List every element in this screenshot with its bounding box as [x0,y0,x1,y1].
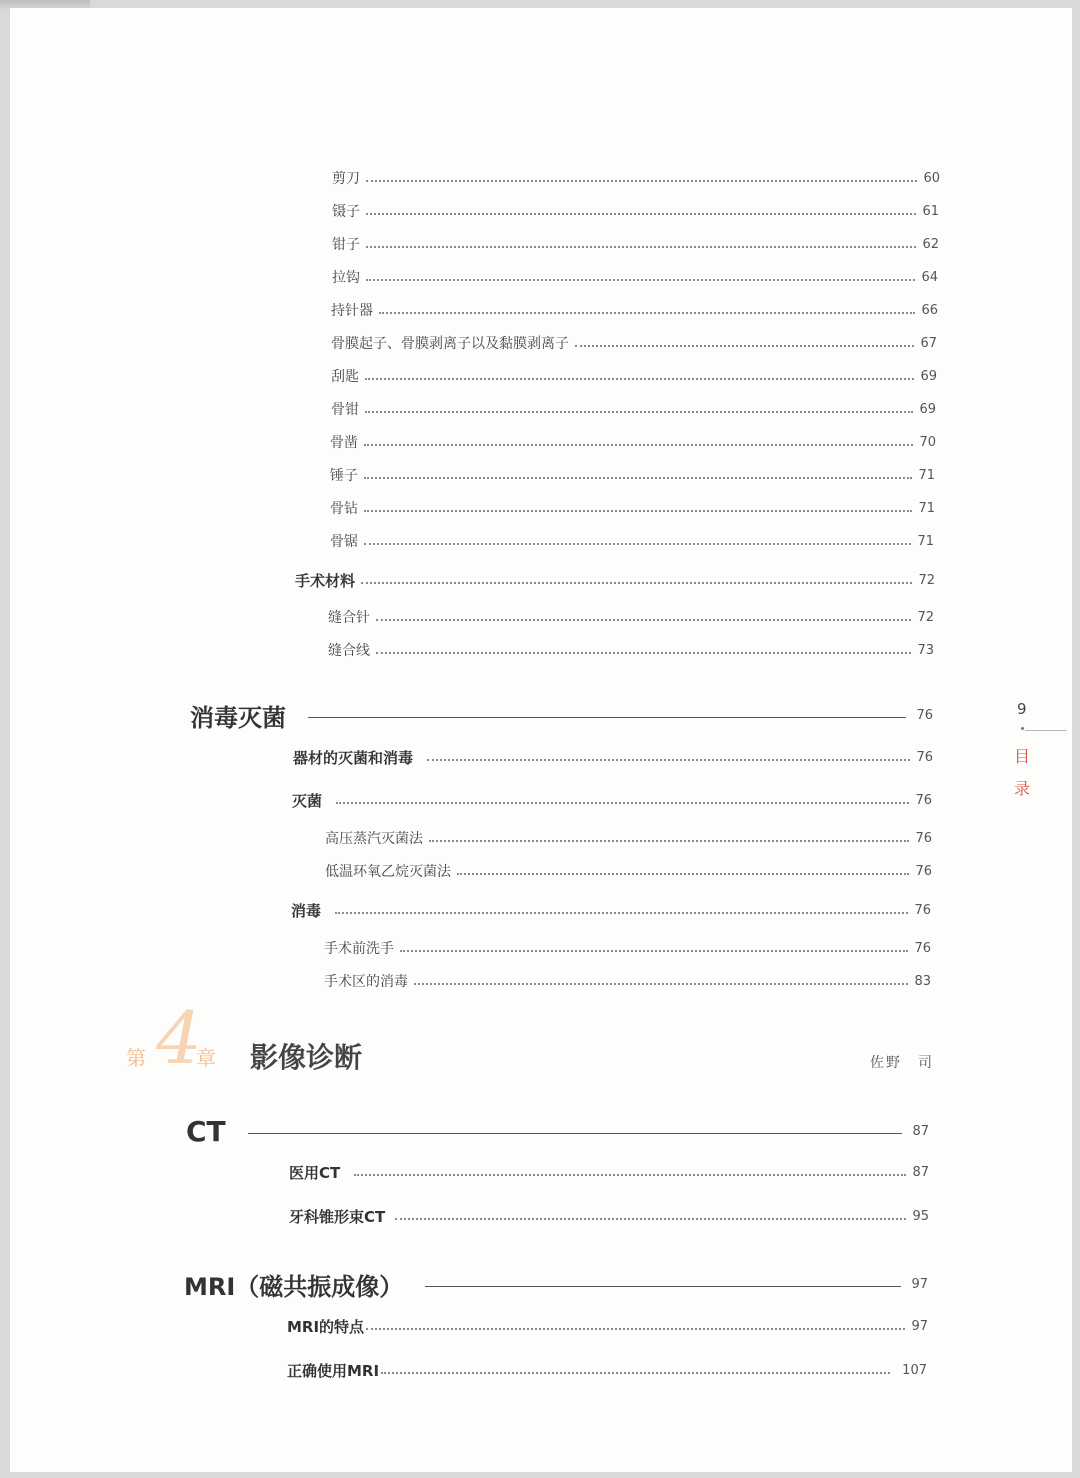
toc-page-number: 66 [921,302,938,318]
dot-leader [336,802,909,804]
toc-entry-label: 锤子 [330,468,358,484]
toc-entry[interactable] [332,232,939,256]
toc-entry[interactable] [289,1204,929,1228]
toc-page-number: 76 [914,902,931,918]
dot-leader [376,652,911,654]
toc-page-number: 72 [918,572,935,588]
toc-page-number: 97 [911,1276,928,1292]
chapter-author: 佐野 司 [870,1055,934,1071]
dot-leader [335,912,908,914]
toc-entry[interactable] [325,859,932,883]
toc-page-number: 87 [912,1123,929,1139]
toc-entry[interactable] [291,898,931,922]
side-rule [1025,730,1067,731]
toc-section-label: 消毒灭菌 [190,703,286,732]
dot-leader [365,411,913,413]
toc-entry[interactable] [287,1358,927,1382]
toc-entry-label: 牙科锥形束CT [289,1207,386,1226]
toc-page-number: 69 [920,368,937,384]
toc-entry-label: 持针器 [331,303,373,319]
dot-leader [457,873,909,875]
toc-entry-label: 低温环氧乙烷灭菌法 [325,864,451,880]
toc-entry[interactable] [331,298,938,322]
toc-entry[interactable] [330,496,935,520]
toc-entry[interactable] [289,1160,929,1184]
chapter-number: 4 [156,996,202,1080]
toc-entry[interactable] [330,463,935,487]
toc-entry[interactable] [332,199,939,223]
toc-page-number: 76 [916,707,933,723]
toc-page-number: 87 [912,1164,929,1180]
dot-leader [366,1328,905,1330]
dot-leader [366,246,916,248]
dot-leader [379,312,915,314]
dot-leader [376,619,911,621]
toc-entry[interactable] [293,745,933,769]
dot-leader [366,180,917,182]
toc-page-number: 70 [919,434,936,450]
dot-leader [395,1218,906,1220]
toc-entry[interactable] [328,638,934,662]
toc-entry-label: 骨膜起子、骨膜剥离子以及黏膜剥离子 [331,336,569,352]
toc-page-number: 76 [915,792,932,808]
section-rule [425,1286,901,1287]
toc-entry-label: 器材的灭菌和消毒 [293,748,414,767]
toc-page-number: 72 [917,609,934,625]
toc-entry-label: 手术材料 [295,571,356,590]
toc-section[interactable] [184,1268,928,1300]
toc-page-number: 71 [918,500,935,516]
toc-entry[interactable] [324,969,931,993]
toc-entry-label: 灭菌 [292,791,323,810]
toc-entry[interactable] [328,605,934,629]
side-marker-dot [1021,727,1024,730]
dot-leader [366,279,915,281]
toc-page-number: 62 [922,236,939,252]
toc-entry[interactable] [330,430,936,454]
dot-leader [381,1372,890,1374]
toc-entry[interactable] [332,265,938,289]
toc-section[interactable] [190,700,933,730]
dot-leader [364,477,912,479]
toc-section-label: MRI（磁共振成像） [184,1272,404,1301]
toc-entry-label: 手术区的消毒 [324,974,408,990]
toc-page-number: 69 [919,401,936,417]
toc-entry-label: 刮匙 [331,369,359,385]
toc-page-number: 95 [912,1208,929,1224]
toc-entry-label: 骨凿 [330,435,358,451]
toc-entry[interactable] [324,936,931,960]
toc-page-number: 71 [917,533,934,549]
chapter-title: 影像诊断 [250,1041,363,1074]
toc-entry[interactable] [287,1314,928,1338]
toc-entry-label: MRI的特点 [287,1317,365,1336]
dot-leader [400,950,908,952]
toc-entry[interactable] [330,529,934,553]
toc-entry[interactable] [331,397,936,421]
toc-page-number: 76 [914,940,931,956]
dot-leader [366,213,916,215]
toc-page-number: 73 [917,642,934,658]
toc-entry-label: 骨钳 [331,402,359,418]
toc-page-number: 60 [923,170,940,186]
toc-entry-label: 钳子 [332,237,360,253]
toc-entry-label: 高压蒸汽灭菌法 [325,831,423,847]
toc-page-number: 67 [920,335,937,351]
dot-leader [427,759,910,761]
toc-entry-label: 医用CT [289,1163,341,1182]
document-page [10,8,1072,1472]
toc-entry-label: 骨钻 [330,501,358,517]
toc-entry-label: 消毒 [291,901,322,920]
toc-entry-label: 缝合线 [328,643,370,659]
dot-leader [364,543,911,545]
toc-entry[interactable] [292,788,932,812]
toc-entry-label: 拉钩 [332,270,360,286]
toc-page-number: 64 [921,269,938,285]
toc-entry-label: 缝合针 [328,610,370,626]
toc-entry[interactable] [295,568,935,592]
dot-leader [364,510,912,512]
toc-entry-label: 正确使用MRI [287,1361,380,1380]
toc-page-number: 76 [915,830,932,846]
section-rule [248,1133,903,1134]
toc-page-number: 71 [918,467,935,483]
toc-page-number: 97 [911,1318,928,1334]
toc-page-number: 83 [914,973,931,989]
toc-page-number: 61 [922,203,939,219]
toc-entry[interactable] [331,331,937,355]
toc-entry-label: 剪刀 [332,171,360,187]
toc-entry[interactable] [332,166,940,190]
dot-leader [361,582,912,584]
toc-section[interactable] [186,1115,929,1147]
toc-entry-label: 骨锯 [330,534,358,550]
dot-leader [429,840,909,842]
dot-leader [364,444,913,446]
dot-leader [365,378,914,380]
toc-entry[interactable] [325,826,932,850]
dot-leader [354,1174,906,1176]
section-rule [308,717,906,718]
toc-section-label: CT [186,1114,226,1148]
side-label-2: 录 [1014,779,1031,798]
chapter-suffix: 章 [196,1046,216,1070]
dot-leader [575,345,914,347]
toc-page-number: 107 [902,1362,927,1378]
toc-page-number: 76 [915,863,932,879]
chapter-prefix: 第 [126,1046,146,1070]
toc-page-number: 76 [916,749,933,765]
page-number: 9 [1017,700,1027,718]
toc-entry-label: 镊子 [332,204,360,220]
dot-leader [414,983,908,985]
side-label-1: 目 [1014,747,1031,766]
toc-entry[interactable] [331,364,937,388]
toc-entry-label: 手术前洗手 [324,941,394,957]
